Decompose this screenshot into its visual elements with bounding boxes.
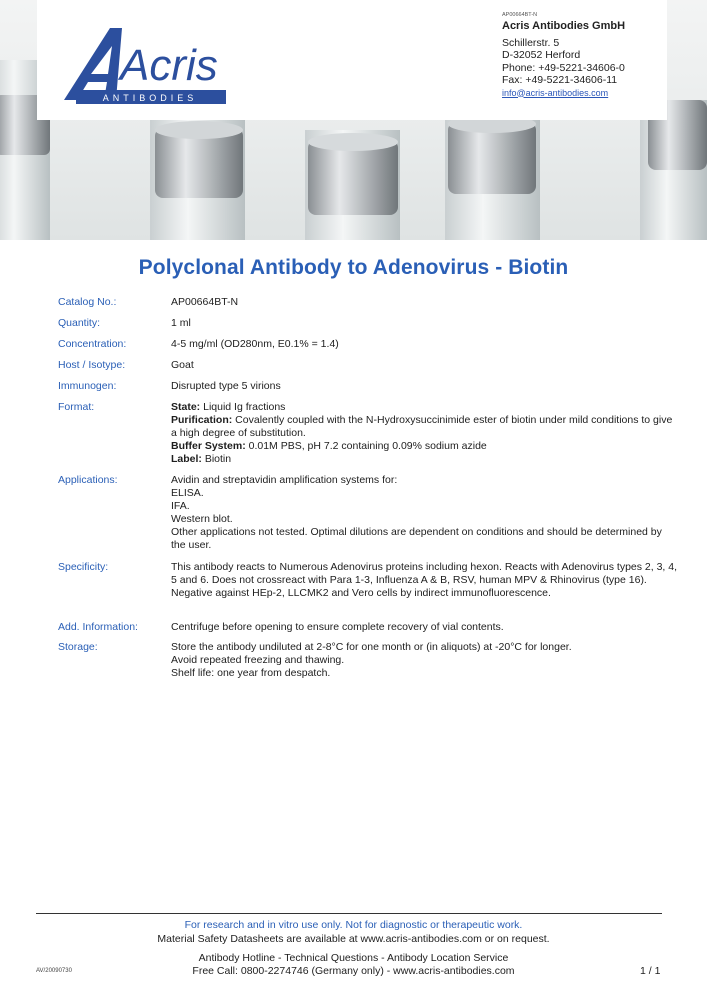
applications-line: Western blot. <box>171 513 233 525</box>
email-link[interactable]: info@acris-antibodies.com <box>502 87 609 98</box>
fax-line: Fax: +49-5221-34606-11 <box>502 74 618 86</box>
format-state <box>171 401 678 414</box>
row-concentration <box>58 338 678 359</box>
acris-logo <box>58 22 228 112</box>
address-line: Schillerstr. 5 <box>502 36 560 49</box>
quantity-value: 1 ml <box>171 317 191 329</box>
format-label: Format: <box>58 401 95 413</box>
specificity-label: Specificity: <box>58 561 109 573</box>
storage-line: Store the antibody undiluted at 2-8°C for one month or (in aliquots) at -20°C for longer. <box>171 641 572 653</box>
state-label: State: <box>171 401 201 413</box>
address-line: D-32052 Herford <box>502 49 581 61</box>
host-value: Goat <box>171 359 194 371</box>
logo-wordmark: Acris <box>120 41 218 90</box>
applications-line: Avidin and streptavidin amplification systems for: <box>171 474 398 486</box>
state-value: Liquid Ig fractions <box>200 401 286 413</box>
catalog-value: AP00664BT-N <box>171 296 239 308</box>
label-label: Label: <box>171 453 202 465</box>
doc-code: AP00664BT-N <box>502 12 538 18</box>
applications-value <box>171 474 678 561</box>
logo-subtext: ANTIBODIES <box>102 93 198 103</box>
row-storage <box>58 641 678 680</box>
phone-line: Phone: +49-5221-34606-0 <box>502 61 625 74</box>
format-buffer <box>171 440 678 453</box>
row-immunogen <box>58 380 678 401</box>
page-title: Polyclonal Antibody to Adenovirus - Biotin <box>138 256 569 279</box>
contact-block <box>502 10 625 99</box>
format-label-line <box>171 453 678 466</box>
row-quantity <box>58 317 678 338</box>
concentration-label: Concentration: <box>58 338 127 350</box>
spec-table <box>58 296 678 680</box>
row-format <box>58 401 678 474</box>
storage-line: Avoid repeated freezing and thawing. <box>171 654 345 666</box>
row-applications <box>58 474 678 561</box>
quantity-label: Quantity: <box>58 317 101 329</box>
catalog-label: Catalog No.: <box>58 296 117 308</box>
immunogen-value: Disrupted type 5 virions <box>171 380 281 392</box>
applications-line: IFA. <box>171 500 190 512</box>
header-banner <box>0 0 707 240</box>
format-value <box>171 401 678 474</box>
company-name: Acris Antibodies GmbH <box>502 20 626 32</box>
applications-line: ELISA. <box>171 487 204 499</box>
footer-divider <box>36 913 662 914</box>
add-info-value: Centrifuge before opening to ensure complete recovery of vial contents. <box>171 621 504 633</box>
page-number: 1 / 1 <box>640 965 661 977</box>
document-id: AV/20090730 <box>36 968 72 974</box>
freecall-text: Free Call: 0800-2274746 (Germany only) - www.acris-antibodies.com <box>192 965 515 977</box>
add-info-label: Add. Information: <box>58 621 138 633</box>
purification-value: Covalently coupled with the N-Hydroxysuccinimide ester of biotin under mild conditions to give a high degree of substitution. <box>171 414 673 439</box>
applications-line: Other applications not tested. Optimal dilutions are dependent on conditions and should be determined by the user. <box>171 526 662 551</box>
row-catalog <box>58 296 678 317</box>
concentration-value: 4-5 mg/ml (OD280nm, E0.1% = 1.4) <box>171 338 339 350</box>
research-only-notice: For research and in vitro use only. Not for diagnostic or therapeutic work. <box>184 919 523 931</box>
specificity-value: This antibody reacts to Numerous Adenovirus proteins including hexon. Reacts with Adenovirus types 2, 3, 4, 5 and 6. Does not crossreact with Para 1-3, Influenza A & B, RSV, human MPV & Rhinovirus (type 16). Negative against HEp-2, LLCMK2 and Vero cells by indirect immunofluorescence. <box>171 561 678 599</box>
storage-value <box>171 641 678 680</box>
hotline-text: Antibody Hotline - Technical Questions - Antibody Location Service <box>198 952 509 964</box>
format-purification <box>171 414 678 440</box>
host-label: Host / Isotype: <box>58 359 126 371</box>
applications-label: Applications: <box>58 474 118 486</box>
immunogen-label: Immunogen: <box>58 380 117 392</box>
buffer-value: 0.01M PBS, pH 7.2 containing 0.09% sodium azide <box>245 440 487 452</box>
row-host <box>58 359 678 380</box>
purification-label: Purification: <box>171 414 233 426</box>
storage-line: Shelf life: one year from despatch. <box>171 667 331 679</box>
row-specificity <box>58 561 678 621</box>
msds-notice: Material Safety Datasheets are available at www.acris-antibodies.com or on request. <box>157 933 550 945</box>
row-add-info <box>58 621 678 641</box>
buffer-label: Buffer System: <box>171 440 246 452</box>
storage-label: Storage: <box>58 641 98 653</box>
label-value: Biotin <box>201 453 232 465</box>
